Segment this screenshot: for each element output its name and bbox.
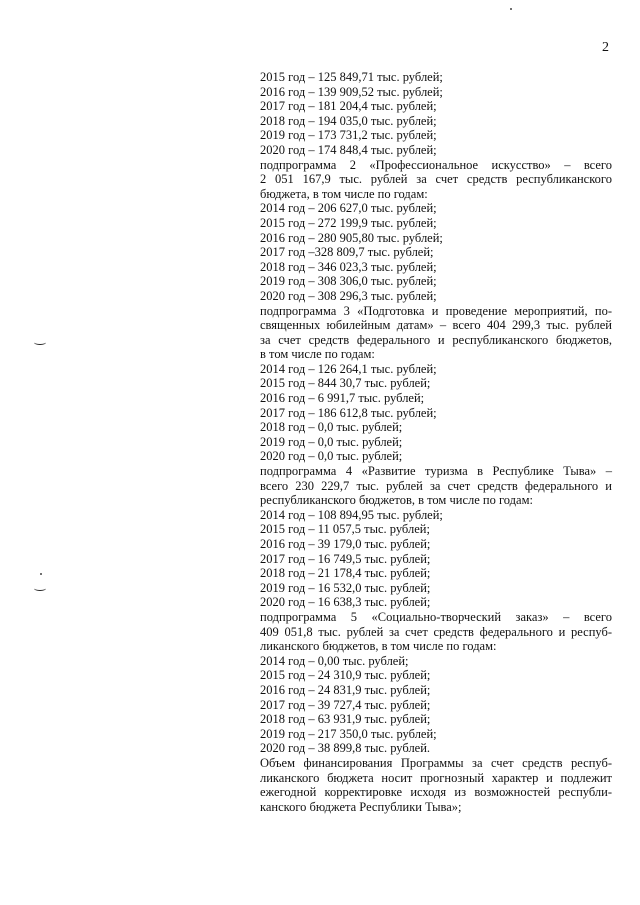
text-line: за счет средств федерального и республиканского бюджетов, xyxy=(260,332,612,347)
text-line: 2019 год – 0,0 тыс. рублей; xyxy=(260,434,403,449)
text-line: 2016 год – 280 905,80 тыс. рублей; xyxy=(260,230,443,245)
text-line: Объем финансирования Программы за счет средств респуб- xyxy=(260,755,612,770)
text-line: 2017 год – 39 727,4 тыс. рублей; xyxy=(260,697,431,712)
text-line: подпрограмма 2 «Профессиональное искусство» – всего xyxy=(260,157,612,172)
text-line: 2016 год – 6 991,7 тыс. рублей; xyxy=(260,391,425,406)
binder-hole-mark xyxy=(34,586,46,591)
text-line: 2017 год – 16 749,5 тыс. рублей; xyxy=(260,551,431,566)
text-line: 409 051,8 тыс. рублей за счет средств федерального и респуб- xyxy=(260,624,612,639)
text-line: 2015 год – 24 310,9 тыс. рублей; xyxy=(260,668,431,683)
scan-speck xyxy=(510,8,512,10)
text-line: ликанского бюджета носит прогнозный характер и подлежит xyxy=(260,770,612,785)
text-line: 2014 год – 126 264,1 тыс. рублей; xyxy=(260,361,437,376)
document-body xyxy=(260,70,612,814)
text-line: 2016 год – 24 831,9 тыс. рублей; xyxy=(260,682,431,697)
text-line: 2019 год – 308 306,0 тыс. рублей; xyxy=(260,274,437,289)
text-line: 2018 год – 21 178,4 тыс. рублей; xyxy=(260,566,431,581)
text-line: подпрограмма 3 «Подготовка и проведение мероприятий, по- xyxy=(260,303,612,318)
text-line: бюджета, в том числе по годам: xyxy=(260,186,428,201)
text-line: 2017 год –328 809,7 тыс. рублей; xyxy=(260,245,434,260)
text-line: ежегодной корректировке исходя из возможностей республи- xyxy=(260,785,612,800)
text-line: подпрограмма 5 «Социально-творческий заказ» – всего xyxy=(260,609,612,624)
text-line: 2015 год – 272 199,9 тыс. рублей; xyxy=(260,215,437,230)
text-line: 2020 год – 16 638,3 тыс. рублей; xyxy=(260,595,431,610)
text-line: подпрограмма 4 «Развитие туризма в Республике Тыва» – xyxy=(260,464,612,479)
text-line: 2015 год – 844 30,7 тыс. рублей; xyxy=(260,376,431,391)
text-line: 2019 год – 16 532,0 тыс. рублей; xyxy=(260,580,431,595)
text-line: в том числе по годам: xyxy=(260,347,375,362)
text-line: 2019 год – 173 731,2 тыс. рублей; xyxy=(260,128,437,143)
text-line: священных юбилейным датам» – всего 404 299,3 тыс. рублей xyxy=(260,318,612,333)
text-line: 2015 год – 11 057,5 тыс. рублей; xyxy=(260,522,430,537)
text-line: 2018 год – 63 931,9 тыс. рублей; xyxy=(260,712,431,727)
text-line: 2018 год – 0,0 тыс. рублей; xyxy=(260,420,403,435)
text-line: 2014 год – 108 894,95 тыс. рублей; xyxy=(260,507,443,522)
page-number: 2 xyxy=(602,40,609,55)
text-line: 2014 год – 0,00 тыс. рублей; xyxy=(260,653,409,668)
text-line: 2017 год – 181 204,4 тыс. рублей; xyxy=(260,99,437,114)
scan-speck xyxy=(40,573,42,575)
text-line: 2020 год – 0,0 тыс. рублей; xyxy=(260,449,403,464)
text-line: 2016 год – 139 909,52 тыс. рублей; xyxy=(260,84,443,99)
text-line: 2020 год – 174 848,4 тыс. рублей; xyxy=(260,142,437,157)
text-line: 2015 год – 125 849,71 тыс. рублей; xyxy=(260,70,443,84)
text-line: 2018 год – 346 023,3 тыс. рублей; xyxy=(260,259,437,274)
text-line: 2017 год – 186 612,8 тыс. рублей; xyxy=(260,405,437,420)
text-line: 2016 год – 39 179,0 тыс. рублей; xyxy=(260,537,431,551)
text-line: всего 230 229,7 тыс. рублей за счет средств федерального и xyxy=(260,478,612,493)
text-line: 2018 год – 194 035,0 тыс. рублей; xyxy=(260,113,437,128)
text-line: республиканского бюджетов, в том числе по годам: xyxy=(260,493,533,508)
binder-hole-mark xyxy=(34,340,46,345)
text-line: 2019 год – 217 350,0 тыс. рублей; xyxy=(260,726,437,741)
text-line: 2014 год – 206 627,0 тыс. рублей; xyxy=(260,201,437,216)
text-line: 2020 год – 38 899,8 тыс. рублей. xyxy=(260,741,431,756)
text-line: 2 051 167,9 тыс. рублей за счет средств республиканского xyxy=(260,172,612,187)
text-line: 2020 год – 308 296,3 тыс. рублей; xyxy=(260,288,437,303)
text-line: канского бюджета Республики Тыва»; xyxy=(260,799,462,814)
text-line: ликанского бюджетов, в том числе по годам: xyxy=(260,639,497,654)
